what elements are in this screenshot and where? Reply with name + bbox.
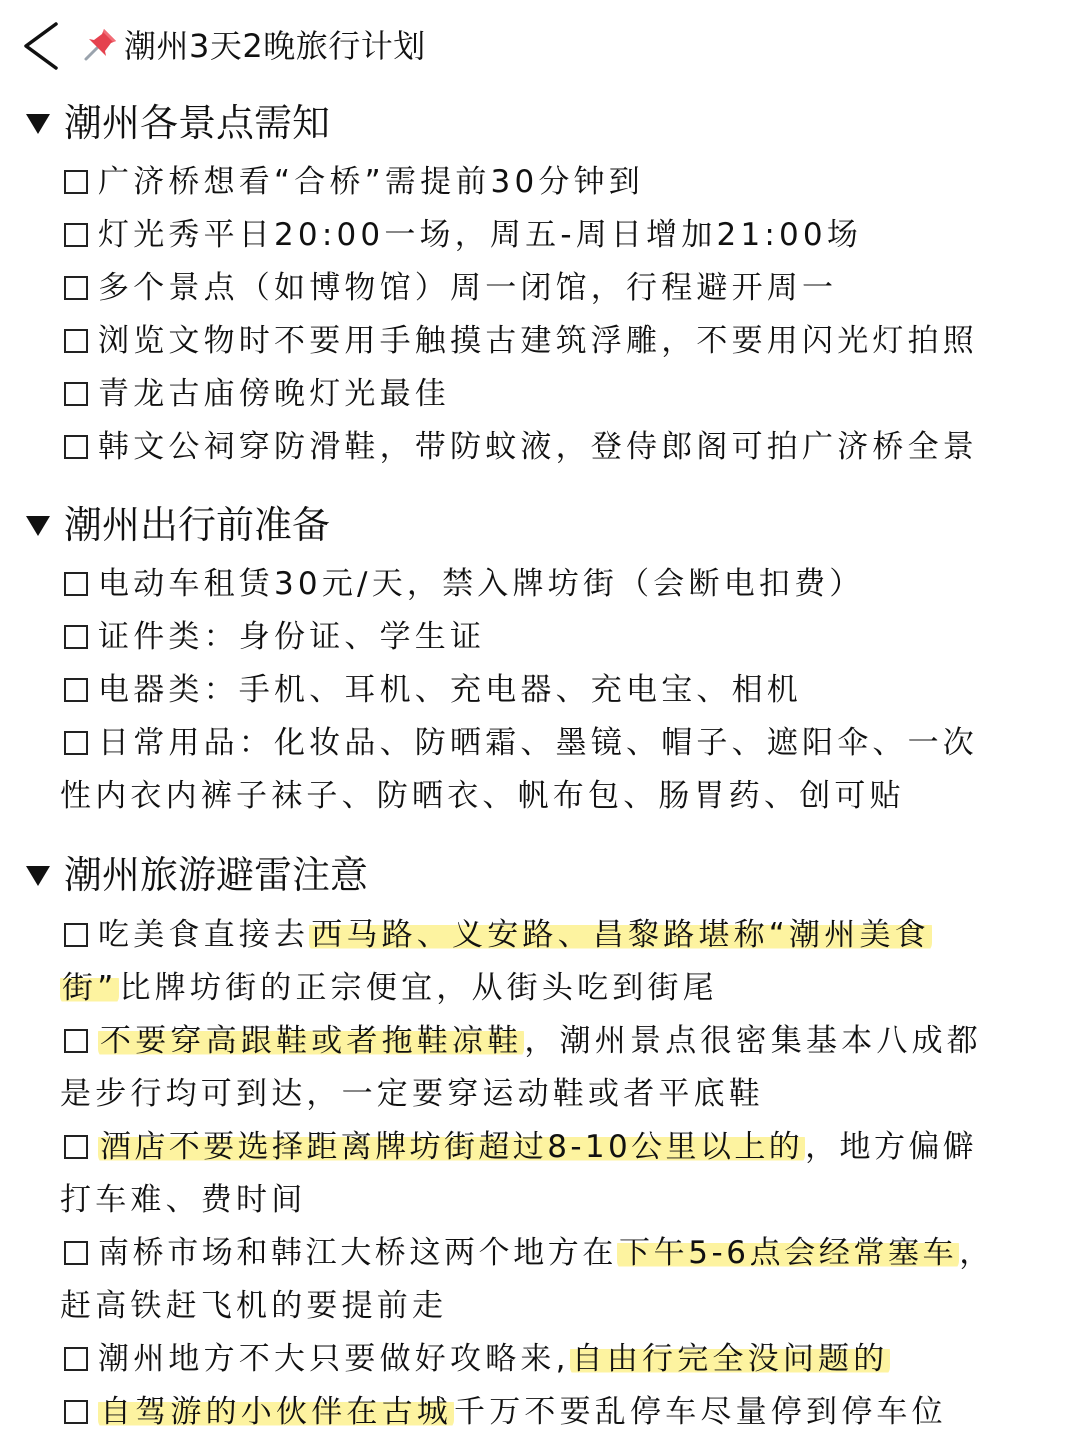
item-text: 吃美食直接去 — [98, 917, 310, 953]
checkbox[interactable] — [64, 923, 88, 947]
checkbox[interactable] — [64, 382, 88, 406]
item-text: 电器类：手机、耳机、充电器、充电宝、相机 — [98, 672, 802, 708]
item-text: 性内衣内裤子袜子、防晒衣、帆布包、肠胃药、创可贴 — [60, 778, 905, 814]
highlighted-text: 下午5-6点会经常塞车 — [619, 1235, 958, 1271]
checkbox[interactable] — [64, 1347, 88, 1371]
checkbox[interactable] — [64, 435, 88, 459]
item-text: 青龙古庙傍晚灯光最佳 — [98, 376, 450, 412]
item-text: 广济桥想看“合桥”需提前30分钟到 — [98, 164, 644, 200]
checklist-item — [60, 1386, 947, 1439]
checkbox[interactable] — [64, 276, 88, 300]
checklist-item — [60, 421, 978, 474]
checkbox[interactable] — [64, 223, 88, 247]
section-heading-spots[interactable] — [26, 98, 330, 148]
checklist-item — [60, 717, 978, 770]
highlighted-text: 不要穿高跟鞋或者拖鞋凉鞋 — [100, 1023, 523, 1059]
item-text: 灯光秀平日20:00一场，周五-周日增加21:00场 — [98, 217, 863, 253]
checklist-item — [60, 558, 865, 611]
checklist-item — [60, 1333, 890, 1386]
checkbox[interactable] — [64, 1135, 88, 1159]
checklist-item — [60, 1227, 994, 1280]
checkbox[interactable] — [64, 731, 88, 755]
item-text: 多个景点（如博物馆）周一闭馆，行程避开周一 — [98, 270, 838, 306]
pushpin-icon — [82, 25, 120, 63]
item-text: ，潮州景点很密集基本八成都 — [524, 1023, 983, 1059]
checkbox[interactable] — [64, 1029, 88, 1053]
checklist-item — [60, 664, 802, 717]
triangle-down-icon[interactable] — [26, 866, 50, 886]
page-title: 潮州3天2晚旅行计划 — [124, 27, 426, 65]
section-heading-prep[interactable] — [26, 500, 330, 550]
section-heading-label: 潮州旅游避雷注意 — [64, 853, 369, 897]
checkbox[interactable] — [64, 329, 88, 353]
back-button[interactable] — [18, 20, 68, 72]
chevron-left-icon — [18, 20, 68, 72]
item-text: 是步行均可到达，一定要穿运动鞋或者平底鞋 — [60, 1076, 764, 1112]
checklist-item-continued — [60, 770, 905, 823]
section-heading-tips[interactable] — [26, 850, 368, 900]
item-text: 电动车租赁30元/天，禁入牌坊街（会断电扣费） — [98, 566, 865, 602]
checklist-item — [60, 209, 862, 262]
triangle-down-icon[interactable] — [26, 114, 50, 134]
header — [0, 0, 1080, 90]
checklist-item-continued — [60, 962, 718, 1015]
item-text: ，地方偏僻 — [805, 1129, 978, 1165]
checklist-item — [60, 156, 644, 209]
item-text: 南桥市场和韩江大桥这两个地方在 — [98, 1235, 617, 1271]
item-text: 韩文公祠穿防滑鞋，带防蚊液，登侍郎阁可拍广济桥全景 — [98, 429, 978, 465]
title-wrap — [82, 22, 426, 66]
checkbox[interactable] — [64, 572, 88, 596]
highlighted-text: 自驾游的小伙伴在古城 — [100, 1394, 452, 1430]
checkbox[interactable] — [64, 1241, 88, 1265]
checkbox[interactable] — [64, 625, 88, 649]
item-text: 千万不要乱停车尽量停到停车位 — [454, 1394, 947, 1430]
item-text: 证件类：身份证、学生证 — [98, 619, 486, 655]
highlighted-text: 酒店不要选择距离牌坊街超过8-10公里以上的 — [100, 1129, 804, 1165]
checklist-item — [60, 1121, 977, 1174]
checklist-item — [60, 262, 837, 315]
checkbox[interactable] — [64, 678, 88, 702]
checklist-item-continued — [60, 1280, 447, 1333]
highlighted-text: 自由行完全没问题的 — [571, 1341, 889, 1377]
checklist-item — [60, 909, 932, 962]
section-heading-label: 潮州各景点需知 — [64, 101, 331, 145]
checklist-item — [60, 315, 978, 368]
checklist-item-continued — [60, 1068, 764, 1121]
item-text: 比牌坊街的正宗便宜，从街头吃到街尾 — [119, 970, 718, 1006]
checkbox[interactable] — [64, 1400, 88, 1424]
item-text: 日常用品：化妆品、防晒霜、墨镜、帽子、遮阳伞、一次 — [98, 725, 978, 761]
checklist-item-continued — [60, 1174, 306, 1227]
section-heading-label: 潮州出行前准备 — [64, 503, 331, 547]
checklist-item — [60, 1015, 982, 1068]
triangle-down-icon[interactable] — [26, 516, 50, 536]
highlighted-text: 西马路、义安路、昌黎路堪称“潮州美食 — [311, 917, 930, 953]
item-text: 浏览文物时不要用手触摸古建筑浮雕，不要用闪光灯拍照 — [98, 323, 978, 359]
checklist-item — [60, 611, 485, 664]
checkbox[interactable] — [64, 170, 88, 194]
item-text: ， — [959, 1235, 994, 1271]
checklist-item — [60, 368, 450, 421]
highlighted-text: 街” — [62, 970, 118, 1006]
item-text: 赶高铁赶飞机的要提前走 — [60, 1288, 448, 1324]
item-text: 潮州地方不大只要做好攻略来, — [98, 1341, 570, 1377]
item-text: 打车难、费时间 — [60, 1182, 307, 1218]
